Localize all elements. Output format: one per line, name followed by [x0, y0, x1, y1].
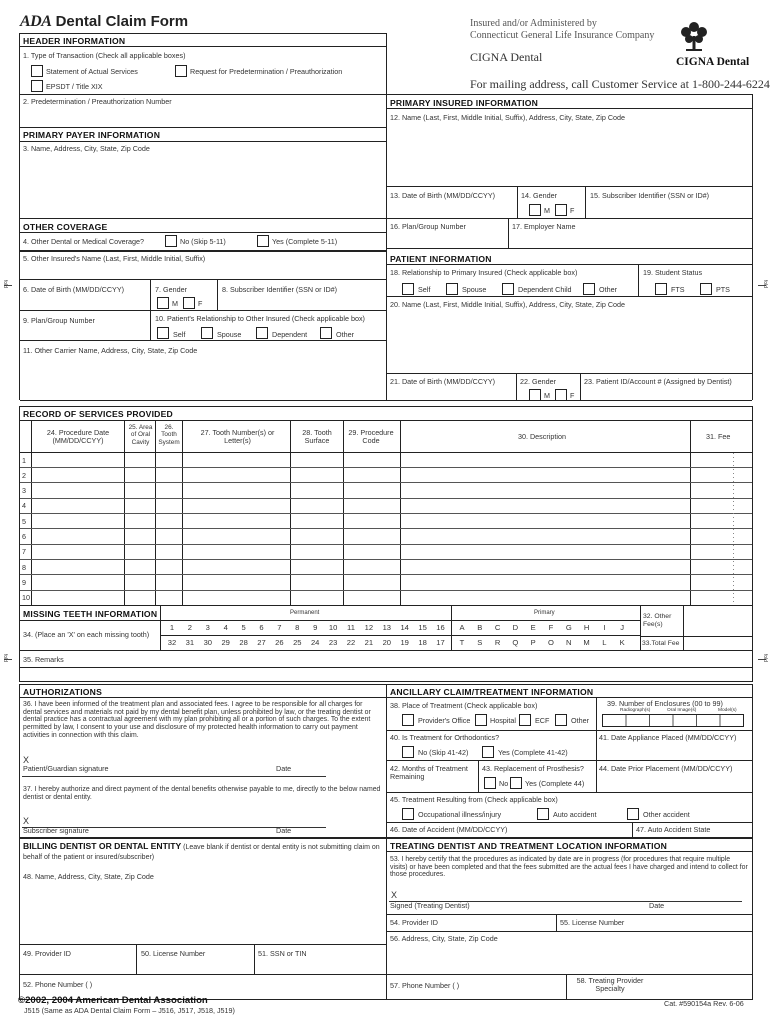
service-row[interactable] [20, 514, 752, 529]
field-1-label: 1. Type of Transaction (Check all applicable boxes) [23, 51, 186, 60]
tooth-number[interactable]: F [548, 623, 554, 632]
service-row-number: 8 [22, 563, 26, 572]
fold-mark-left-bottom: fold [1, 653, 8, 662]
checkbox-field-18-spouse[interactable] [446, 283, 458, 295]
tooth-number[interactable]: 13 [382, 623, 392, 632]
label-statement-actual-services: Statement of Actual Services [46, 67, 138, 76]
tooth-number[interactable]: T [459, 638, 465, 647]
checkbox-statement-actual-services[interactable] [31, 65, 43, 77]
service-row[interactable] [20, 483, 752, 498]
tooth-number[interactable]: L [602, 638, 607, 647]
label-field-18-spouse: Spouse [462, 285, 487, 294]
field-23-label[interactable]: 23. Patient ID/Account # (Assigned by Dentist) [584, 377, 732, 386]
service-row[interactable] [20, 590, 752, 605]
label-other-coverage-yes: Yes (Complete 5-11) [272, 237, 338, 246]
label-field-7-m: M [172, 299, 178, 308]
patient-signature-x: X [23, 755, 30, 765]
tooth-number[interactable]: 20 [382, 638, 392, 647]
col-header-area-oral-cavity: 25. Area of Oral Cavity [128, 424, 153, 446]
tooth-number[interactable]: 15 [418, 623, 427, 632]
tooth-number[interactable]: J [620, 623, 625, 632]
label-field-22-f: F [570, 391, 575, 400]
treating-date-label[interactable]: Date [649, 901, 665, 910]
label-permanent: Permanent [290, 610, 320, 616]
service-row-number: 1 [22, 456, 26, 465]
field-5-label[interactable]: 5. Other Insured's Name (Last, First, Middle Initial, Suffix) [23, 254, 206, 263]
service-row-number: 9 [22, 578, 26, 587]
fold-mark-left-top: fold [1, 279, 8, 288]
label-prosthesis-no: No [499, 779, 509, 788]
tooth-number[interactable]: 21 [364, 638, 374, 647]
field-32-label[interactable]: 32. Other Fee(s) [643, 613, 672, 628]
checkbox-place-other[interactable] [555, 714, 567, 726]
col-header-procedure-date: 24. Procedure Date (MM/DD/CCYY) [46, 428, 110, 446]
field-42-label[interactable]: 42. Months of Treatment Remaining [390, 764, 468, 782]
field-39-label: 39. Number of Enclosures (00 to 99) [607, 699, 723, 708]
service-row-number: 4 [22, 501, 26, 510]
tooth-number[interactable]: 4 [223, 623, 228, 632]
section-other-coverage: OTHER COVERAGE [23, 222, 108, 232]
field-43-label: 43. Replacement of Prosthesis? [482, 764, 584, 773]
label-ecf: ECF [535, 716, 550, 725]
footer-copyright: ©2002, 2004 American Dental Association [18, 995, 208, 1006]
field-12-label[interactable]: 12. Name (Last, First, Middle Initial, Suffix), Address, City, State, Zip Code [390, 113, 626, 122]
tooth-number[interactable]: K [619, 638, 625, 647]
billing-note: (Leave blank if dentist or dental entity is not submitting claim on behalf of the patient or insured/subscriber) [23, 844, 380, 861]
service-row[interactable] [20, 529, 752, 544]
label-place-other: Other [571, 716, 589, 725]
label-occupational: Occupational illness/injury [418, 810, 502, 819]
checkbox-other-accident[interactable] [627, 808, 639, 820]
label-field-22-m: M [544, 391, 550, 400]
field-6-label[interactable]: 6. Date of Birth (MM/DD/CCYY) [23, 285, 125, 294]
tooth-number[interactable]: E [530, 623, 536, 632]
tooth-number[interactable]: Q [512, 638, 519, 647]
label-field-19-fts: FTS [671, 285, 685, 294]
section-billing-dentist [23, 841, 383, 862]
checkbox-field-14-f[interactable] [555, 204, 567, 216]
tooth-number[interactable]: 27 [257, 638, 266, 647]
checkbox-field-18-dependent-child[interactable] [502, 283, 514, 295]
service-row-number: 3 [22, 486, 26, 495]
form-name: Dental Claim Form [55, 13, 189, 30]
field-20-label[interactable]: 20. Name (Last, First, Middle Initial, Suffix), Address, City, State, Zip Code [390, 300, 626, 309]
label-models: Model(s) [718, 708, 737, 713]
label-other-coverage-no: No (Skip 5-11) [180, 237, 226, 246]
tooth-number[interactable]: 30 [203, 638, 213, 647]
insurer-line2: Connecticut General Life Insurance Company [470, 30, 655, 41]
label-hospital: Hospital [490, 716, 516, 725]
tooth-number[interactable]: 17 [436, 638, 445, 647]
service-row[interactable] [20, 498, 752, 513]
tooth-number[interactable]: 2 [187, 623, 192, 632]
field-53-text: 53. I hereby certify that the procedures as indicated by date are in progress (for procedures that require multiple visits) or have been completed and that the fees submitted are the actual fees I have charged and intend to collect for those procedures. [390, 856, 748, 879]
billing-heading: BILLING DENTIST OR DENTAL ENTITY [23, 841, 182, 851]
label-oral-images: Oral Image(s) [667, 708, 697, 713]
label-radiographs: Radiograph(s) [620, 708, 651, 713]
tooth-number[interactable]: 1 [169, 623, 175, 632]
footer-catalog: Cat. #590154a Rev. 6-06 [664, 999, 744, 1008]
section-missing-teeth: MISSING TEETH INFORMATION [23, 609, 158, 619]
fold-mark-right-top: fold [761, 279, 768, 288]
patient-date-label[interactable]: Date [276, 764, 292, 773]
col-header-description: 30. Description [518, 432, 566, 441]
cigna-logo: CIGNA Dental [676, 56, 750, 68]
tooth-number[interactable]: 9 [313, 623, 318, 632]
checkbox-field-14-m[interactable] [529, 204, 541, 216]
checkbox-prosthesis-yes[interactable] [510, 777, 522, 789]
field-36-text: 36. I have been informed of the treatment plan and associated fees. I agree to be responsible for all charges for dental services and materials not paid by my dental benefit plan, unless prohibited by law, or the treating dentist or dental practice has a contractual agreement with my plan prohibiting all or a portion of such charges. To the extent permitted by law, I consent to your use and disclosure of my protected health information to carry out payment activities in connection with this claim. [23, 701, 371, 739]
field-38-label: 38. Place of Treatment (Check applicable box) [390, 701, 538, 710]
enclosure-boxes[interactable] [602, 714, 744, 727]
tooth-number[interactable]: N [566, 638, 572, 647]
service-row-number: 2 [22, 471, 26, 480]
field-46-label[interactable]: 46. Date of Accident (MM/DD/CCYY) [390, 825, 508, 834]
subscriber-signature-label[interactable]: Subscriber signature [23, 826, 89, 835]
label-field-14-m: M [544, 206, 550, 215]
field-19-label: 19. Student Status [643, 268, 703, 277]
field-18-label: 18. Relationship to Primary Insured (Check applicable box) [390, 268, 578, 277]
checkbox-ortho-yes[interactable] [482, 746, 494, 758]
label-field-7-f: F [198, 299, 203, 308]
field-21-label[interactable]: 21. Date of Birth (MM/DD/CCYY) [390, 377, 496, 386]
section-treating-dentist: TREATING DENTIST AND TREATMENT LOCATION INFORMATION [390, 841, 668, 851]
tooth-number[interactable]: 18 [418, 638, 427, 647]
tooth-number[interactable]: R [494, 638, 501, 647]
field-37-text: 37. I hereby authorize and direct payment of the dental benefits otherwise payable to me, directly to the below named dentist or dental entity. [23, 786, 381, 801]
label-field-14-f: F [570, 206, 575, 215]
tooth-number[interactable]: G [565, 623, 572, 632]
field-15-label[interactable]: 15. Subscriber Identifier (SSN or ID#) [590, 191, 710, 200]
field-17-label[interactable]: 17. Employer Name [512, 222, 576, 231]
checkbox-field-10-spouse[interactable] [201, 327, 213, 339]
tooth-number[interactable]: 12 [364, 623, 374, 632]
col-header-procedure-code: 29. Procedure Code [348, 428, 394, 446]
fold-mark-right-bottom: fold [761, 653, 768, 662]
tooth-number[interactable]: 3 [205, 623, 210, 632]
label-field-19-pts: PTS [716, 285, 730, 294]
checkbox-predetermination[interactable] [175, 65, 187, 77]
tooth-number[interactable]: 11 [347, 623, 355, 632]
field-16-label[interactable]: 16. Plan/Group Number [390, 222, 466, 231]
subscriber-signature-x: X [23, 816, 30, 826]
label-field-10-dependent: Dependent [272, 330, 308, 339]
tooth-number[interactable]: 25 [293, 638, 302, 647]
field-40-label: 40. Is Treatment for Orthodontics? [390, 733, 500, 742]
field-4-label: 4. Other Dental or Medical Coverage? [23, 237, 145, 246]
label-field-10-spouse: Spouse [217, 330, 242, 339]
checkbox-hospital[interactable] [475, 714, 487, 726]
service-row-number: 7 [22, 547, 26, 556]
field-41-label[interactable]: 41. Date Appliance Placed (MM/DD/CCYY) [599, 733, 737, 742]
label-predetermination: Request for Predetermination / Preauthorization [190, 67, 343, 76]
checkbox-other-coverage-no[interactable] [165, 235, 177, 247]
label-other-accident: Other accident [643, 810, 690, 819]
field-55-label[interactable]: 55. License Number [560, 918, 625, 927]
field-49-label[interactable]: 49. Provider ID [23, 949, 71, 958]
treating-signature-x: X [391, 890, 398, 900]
checkbox-field-19-pts[interactable] [700, 283, 712, 295]
field-22-label: 22. Gender [520, 377, 556, 386]
tooth-number[interactable]: 23 [328, 638, 338, 647]
tooth-number[interactable]: C [494, 623, 501, 632]
field-51-label[interactable]: 51. SSN or TIN [258, 949, 307, 958]
tooth-number[interactable]: A [459, 623, 465, 632]
checkbox-field-22-f[interactable] [555, 389, 567, 401]
tooth-number[interactable]: 5 [241, 623, 246, 632]
label-field-18-other: Other [599, 285, 617, 294]
label-auto-accident: Auto accident [553, 810, 597, 819]
service-row-number: 10 [22, 593, 30, 602]
checkbox-ortho-no[interactable] [402, 746, 414, 758]
col-header-tooth-numbers: 27. Tooth Number(s) or Letter(s) [200, 428, 275, 446]
footer-form-number: J515 (Same as ADA Dental Claim Form – J516, J517, J518, J519) [24, 1006, 235, 1015]
checkbox-field-10-dependent[interactable] [256, 327, 268, 339]
tooth-number[interactable]: O [548, 638, 554, 647]
field-2-label[interactable]: 2. Predetermination / Preauthorization Number [23, 97, 172, 106]
label-epsdt: EPSDT / Title XIX [46, 82, 103, 91]
field-50-label[interactable]: 50. License Number [141, 949, 206, 958]
label-field-10-other: Other [336, 330, 354, 339]
field-56-label[interactable]: 56. Address, City, State, Zip Code [390, 934, 498, 943]
field-10-label: 10. Patient's Relationship to Other Insured (Check applicable box) [155, 314, 365, 323]
label-providers-office: Provider's Office [418, 716, 471, 725]
col-header-tooth-system: 26. Tooth System [158, 424, 180, 446]
label-field-18-dependent-child: Dependent Child [518, 285, 572, 294]
field-58-label[interactable]: 58. Treating Provider Specialty [576, 976, 644, 994]
checkbox-epsdt[interactable] [31, 80, 43, 92]
field-35-label[interactable]: 35. Remarks [23, 655, 64, 664]
tooth-number[interactable]: D [512, 623, 519, 632]
tooth-number[interactable]: 16 [436, 623, 445, 632]
ada-logo: ADA [20, 13, 52, 30]
checkbox-occupational[interactable] [402, 808, 414, 820]
checkbox-field-18-self[interactable] [402, 283, 414, 295]
tooth-number[interactable]: B [477, 623, 483, 632]
section-header-information: HEADER INFORMATION [23, 36, 126, 46]
tooth-number[interactable]: 31 [185, 638, 195, 647]
tooth-number[interactable]: 7 [277, 623, 282, 632]
tooth-number[interactable]: 29 [221, 638, 230, 647]
service-row[interactable] [20, 453, 752, 468]
tooth-number[interactable]: 22 [346, 638, 356, 647]
tooth-number[interactable]: 24 [310, 638, 320, 647]
field-13-label[interactable]: 13. Date of Birth (MM/DD/CCYY) [390, 191, 496, 200]
checkbox-field-10-other[interactable] [320, 327, 332, 339]
field-45-label: 45. Treatment Resulting from (Check applicable box) [390, 795, 558, 804]
section-primary-payer: PRIMARY PAYER INFORMATION [23, 130, 161, 140]
field-11-label[interactable]: 11. Other Carrier Name, Address, City, State, Zip Code [23, 346, 198, 355]
checkbox-field-19-fts[interactable] [655, 283, 667, 295]
tooth-number[interactable]: P [530, 638, 536, 647]
insurer-line1: Insured and/or Administered by [470, 18, 597, 29]
service-row[interactable] [20, 468, 752, 483]
label-field-18-self: Self [418, 285, 431, 294]
section-ancillary: ANCILLARY CLAIM/TREATMENT INFORMATION [390, 687, 594, 697]
field-8-label[interactable]: 8. Subscriber Identifier (SSN or ID#) [222, 285, 338, 294]
label-ortho-yes: Yes (Complete 41-42) [498, 748, 568, 757]
col-header-fee: 31. Fee [706, 432, 731, 441]
tooth-number[interactable]: S [477, 638, 483, 647]
field-57-label[interactable]: 57. Phone Number ( ) [390, 981, 460, 990]
service-row-number: 5 [22, 517, 26, 526]
checkbox-field-10-self[interactable] [157, 327, 169, 339]
checkbox-field-18-other[interactable] [583, 283, 595, 295]
mailing-address: For mailing address, call Customer Service at 1-800-244-6224 [470, 77, 770, 91]
checkbox-prosthesis-no[interactable] [484, 777, 496, 789]
label-field-10-self: Self [173, 330, 186, 339]
checkbox-ecf[interactable] [519, 714, 531, 726]
service-row[interactable] [20, 560, 752, 575]
section-primary-insured: PRIMARY INSURED INFORMATION [390, 98, 538, 108]
checkbox-field-7-f[interactable] [183, 297, 195, 309]
field-14-label: 14. Gender [521, 191, 557, 200]
field-44-label[interactable]: 44. Date Prior Placement (MM/DD/CCYY) [599, 764, 733, 773]
checkbox-auto-accident[interactable] [537, 808, 549, 820]
tooth-number[interactable]: 10 [328, 623, 338, 632]
section-patient-information: PATIENT INFORMATION [390, 254, 492, 264]
checkbox-field-7-m[interactable] [157, 297, 169, 309]
label-ortho-no: No (Skip 41-42) [418, 748, 469, 757]
subscriber-date-label[interactable]: Date [276, 826, 292, 835]
field-33-label[interactable]: 33.Total Fee [642, 640, 680, 647]
field-54-label[interactable]: 54. Provider ID [390, 918, 438, 927]
tooth-number[interactable]: M [583, 638, 590, 647]
tooth-number[interactable]: 28 [239, 638, 248, 647]
tooth-number[interactable]: 6 [259, 623, 264, 632]
label-primary: Primary [534, 610, 555, 616]
tooth-number[interactable]: H [583, 623, 590, 632]
tooth-number[interactable]: 14 [400, 623, 409, 632]
section-record-of-services: RECORD OF SERVICES PROVIDED [23, 409, 173, 419]
col-header-tooth-surface: 28. Tooth Surface [302, 428, 332, 446]
checkbox-field-22-m[interactable] [529, 389, 541, 401]
service-row[interactable] [20, 544, 752, 559]
section-authorizations: AUTHORIZATIONS [23, 687, 103, 697]
field-9-label[interactable]: 9. Plan/Group Number [23, 316, 95, 325]
field-47-label[interactable]: 47. Auto Accident State [636, 825, 711, 834]
tooth-number[interactable]: 26 [275, 638, 284, 647]
checkbox-other-coverage-yes[interactable] [257, 235, 269, 247]
checkbox-providers-office[interactable] [402, 714, 414, 726]
tooth-number[interactable]: 32 [167, 638, 177, 647]
field-3-label[interactable]: 3. Name, Address, City, State, Zip Code [23, 144, 150, 153]
service-row[interactable] [20, 575, 752, 590]
tooth-number[interactable]: 19 [400, 638, 409, 647]
field-34-label: 34. (Place an 'X' on each missing tooth) [23, 630, 150, 639]
insurer-name: CIGNA Dental [470, 50, 543, 64]
tooth-number[interactable]: I [603, 623, 606, 632]
service-row-number: 6 [22, 532, 26, 541]
field-7-label: 7. Gender [155, 285, 187, 294]
treating-signature-label[interactable]: Signed (Treating Dentist) [390, 901, 470, 910]
field-48-label[interactable]: 48. Name, Address, City, State, Zip Code [23, 872, 154, 881]
tooth-number[interactable]: 8 [295, 623, 300, 632]
label-prosthesis-yes: Yes (Complete 44) [525, 779, 585, 788]
field-52-label[interactable]: 52. Phone Number ( ) [23, 980, 93, 989]
patient-signature-label[interactable]: Patient/Guardian signature [23, 764, 109, 773]
